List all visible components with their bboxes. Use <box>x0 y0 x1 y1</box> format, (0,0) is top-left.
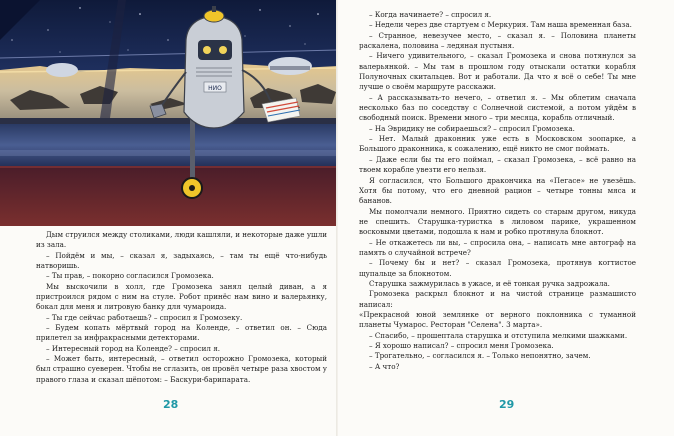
left-paragraph: Мы выскочили в холл, где Громозека занял целый диван, а я пристроился рядом с ним на стуле. Робот принёс нам вино и валерьянку, бокал для меня и литровую банку для чумароида. <box>36 281 327 312</box>
right-paragraph: – А что? <box>369 361 400 371</box>
illustration-robot-panorama <box>0 0 338 226</box>
autograph-quote: «Прекрасной юной землянке от верного поклонника с туманной планеты Чумарос. Ресторан "Селена". 3 марта». <box>359 309 636 330</box>
robot-label: НИО <box>208 85 222 92</box>
right-paragraph: – Трогательно, – согласился я. – Только непонятно, зачем. <box>369 351 591 361</box>
left-paragraph: – Может быть, интересный, – ответил осторожно Громозека, который был страшно суеверен. Чтобы не сглазить, он провёл четыре раза хвостом у правого глаза и сказал шёпотом: – Баскури-барипарата. <box>36 354 327 384</box>
right-paragraph: – Даже если бы ты его поймал, – сказал Громозека, – всё равно на твоем корабле увезти его нельзя. <box>359 154 636 175</box>
illustration-art <box>0 0 338 226</box>
left-paragraph: – Будем копать мёртвый город на Коленде, – ответил он. – Сюда прилетел за инфракрасными детекторами. <box>36 323 327 343</box>
right-paragraph: Мы помолчали немного. Приятно сидеть со старым другом, никуда не спешить. Старушка-туристка в лиловом парике, украшенном восковыми цветами, подошла к нам и робко протянула блокнот. <box>359 206 636 237</box>
left-paragraph: – Пойдём и мы, – сказал я, задыхаясь, – там ты ещё что-нибудь натворишь. <box>36 250 327 271</box>
right-paragraph: – Недели через две стартуем с Меркурия. Там наша временная база. <box>369 20 632 30</box>
right-paragraph: Громозека раскрыл блокнот и на чистой странице размашисто написал: <box>359 289 636 309</box>
right-paragraph: – Ничего удивительного, – сказал Громозека и снова потянулся за валерьянкой. – Мы там в прошлом году отыскали остатки корабля Полуночных скитальцев. Вот и работали. Да что я всё о себе! Ты мне лучше о своём маршруте расскажи. <box>359 51 636 92</box>
page-number-right: 29 <box>499 398 515 411</box>
right-paragraph: – Странное, невезучее место, – сказал я. – Половина планеты раскалена, половина – ледяная пустыня. <box>359 30 636 51</box>
right-paragraph: Старушка зажмурилась в ужасе, и её тонкая ручка задрожала. <box>369 278 610 288</box>
page-number-left: 28 <box>163 398 179 411</box>
right-paragraph: – А рассказывать-то нечего, – ответил я. – Мы облетим сначала несколько баз по соседству с Солнечной системой, а потом уйдём в свободный поиск. Времени много – три месяца, корабль отличный. <box>359 92 636 123</box>
left-paragraph: Дым струился между столиками, люди кашляли, и некоторые даже ушли из зала. <box>36 230 327 250</box>
right-paragraph: – Нет. Малый драконник уже есть в Московском зоопарке, а Большого драконника, к сожалению, ещё никто не смог поймать. <box>359 134 636 154</box>
right-paragraph: Я согласился, что Большого дракончика на «Пегасе» не увезёшь. Хотя бы потому, что его дневной рацион – четыре тонны мяса и бананов. <box>359 175 636 206</box>
right-paragraph: – На Эвридику не собираешься? – спросил Громозека. <box>369 123 575 133</box>
right-paragraph: – Я хорошо написал? – спросил меня Громозека. <box>369 341 554 350</box>
left-paragraph: – Интересный город на Коленде? – спросил я. <box>46 343 221 353</box>
right-paragraph: – Спасибо, – прошептала старушка и отступила мелкими шажками. <box>369 330 628 340</box>
left-paragraph: – Ты где сейчас работаешь? – спросил я Громозеку. <box>46 312 243 322</box>
right-paragraph: – Не откажетесь ли вы, – спросила она, – написать мне автограф на память о случайной встрече? <box>359 237 636 257</box>
right-page-text <box>359 10 636 372</box>
right-paragraph: – Когда начинаете? – спросил я. <box>369 10 492 19</box>
book-gutter <box>336 0 338 436</box>
right-paragraph: – Почему бы и нет? – сказал Громозека, протянув когтистое щупальце за блокнотом. <box>359 258 636 278</box>
left-paragraph: – Ты прав, – покорно согласился Громозека. <box>46 271 214 281</box>
left-page-text <box>36 230 327 385</box>
